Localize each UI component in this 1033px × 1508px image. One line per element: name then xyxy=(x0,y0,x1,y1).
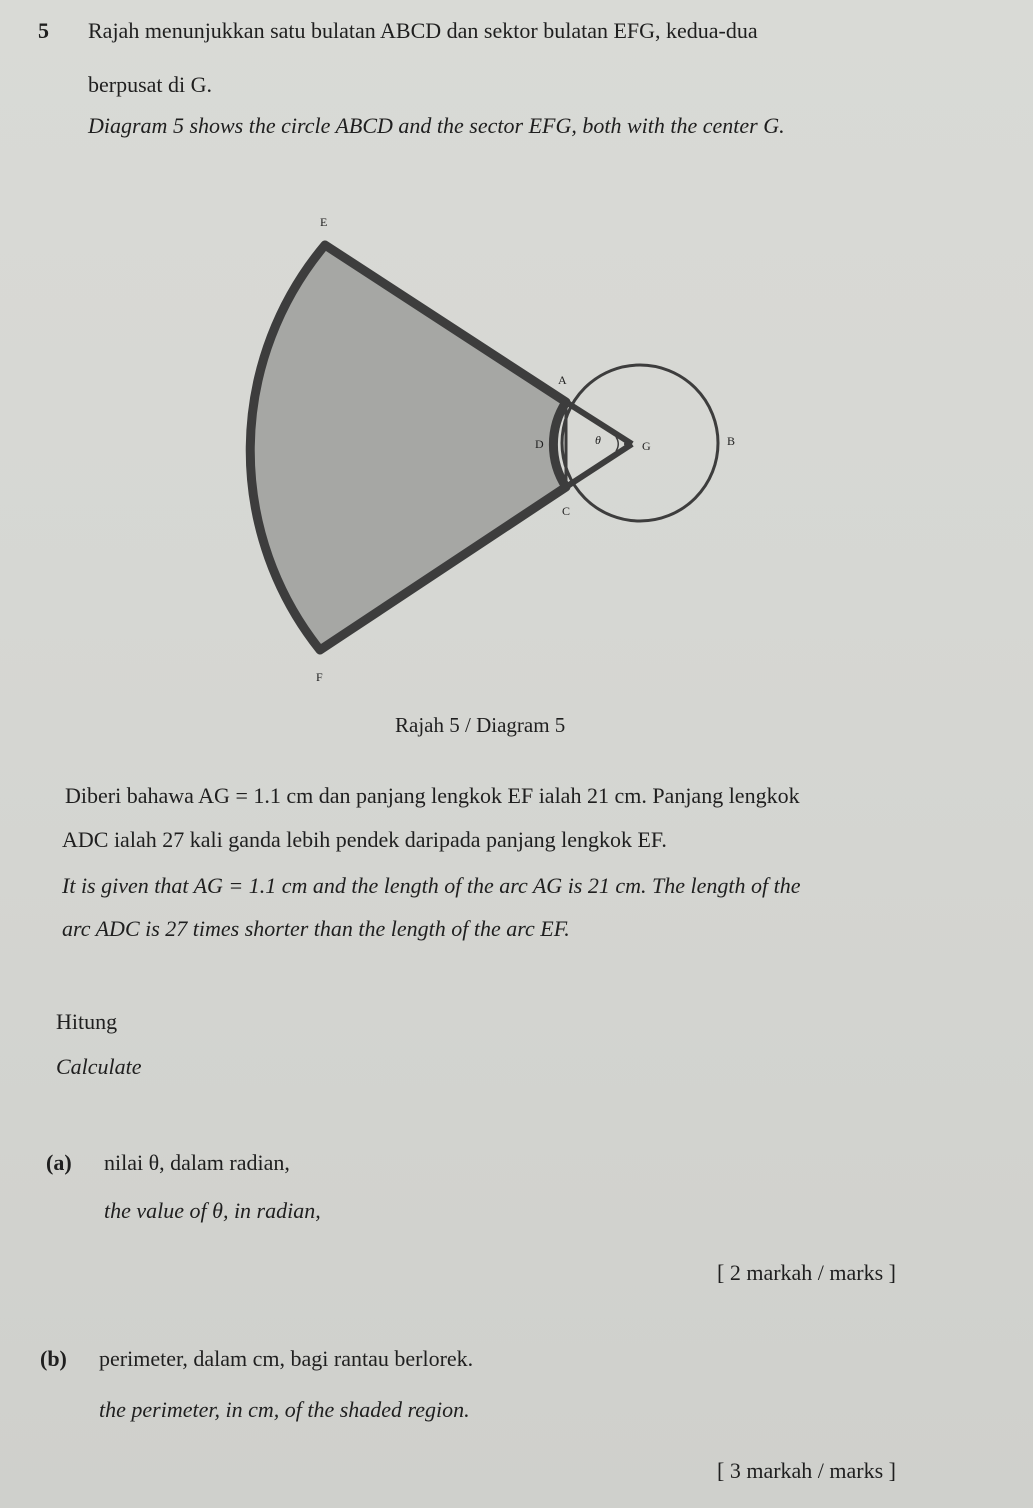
part-a-english: the value of θ, in radian, xyxy=(104,1198,321,1223)
instruction-malay: Hitung xyxy=(56,1009,118,1034)
center-point-g xyxy=(624,441,630,447)
part-a-malay: nilai θ, dalam radian, xyxy=(104,1150,290,1175)
intro-malay-line-2: berpusat di G. xyxy=(88,72,213,97)
diagram-caption: Rajah 5 / Diagram 5 xyxy=(395,713,566,737)
part-a-label: (a) xyxy=(46,1150,72,1175)
label-b: B xyxy=(727,434,736,448)
circle-abcd xyxy=(562,365,718,521)
given-english-line-1: It is given that AG = 1.1 cm and the length of the arc AG is 21 cm. The length of the xyxy=(62,873,801,898)
question-number: 5 xyxy=(38,18,49,43)
given-english-line-2: arc ADC is 27 times shorter than the length of the arc EF. xyxy=(62,916,570,941)
instruction-english: Calculate xyxy=(56,1054,142,1079)
label-g: G xyxy=(642,439,651,453)
shaded-region xyxy=(250,245,566,650)
part-b-malay: perimeter, dalam cm, bagi rantau berlorek. xyxy=(99,1346,474,1371)
given-malay-line-2: ADC ialah 27 kali ganda lebih pendek daripada panjang lengkok EF. xyxy=(62,827,667,852)
label-d: D xyxy=(535,437,544,451)
given-malay-line-1: Diberi bahawa AG = 1.1 cm dan panjang lengkok EF ialah 21 cm. Panjang lengkok xyxy=(65,783,800,808)
intro-malay-line-1: Rajah menunjukkan satu bulatan ABCD dan sektor bulatan EFG, kedua-dua xyxy=(88,18,758,43)
label-c: C xyxy=(562,504,571,518)
part-b-marks: [ 3 markah / marks ] xyxy=(717,1458,896,1483)
part-a-marks: [ 2 markah / marks ] xyxy=(717,1260,896,1285)
radius-lower xyxy=(566,444,632,487)
label-theta: θ xyxy=(595,433,601,447)
part-b-label: (b) xyxy=(40,1346,67,1371)
intro-english: Diagram 5 shows the circle ABCD and the sector EFG, both with the center G. xyxy=(88,113,785,138)
label-e: E xyxy=(320,215,328,229)
part-b-english: the perimeter, in cm, of the shaded region. xyxy=(99,1397,470,1422)
angle-theta-mark xyxy=(616,437,618,451)
label-a: A xyxy=(558,373,567,387)
label-f: F xyxy=(316,670,323,684)
